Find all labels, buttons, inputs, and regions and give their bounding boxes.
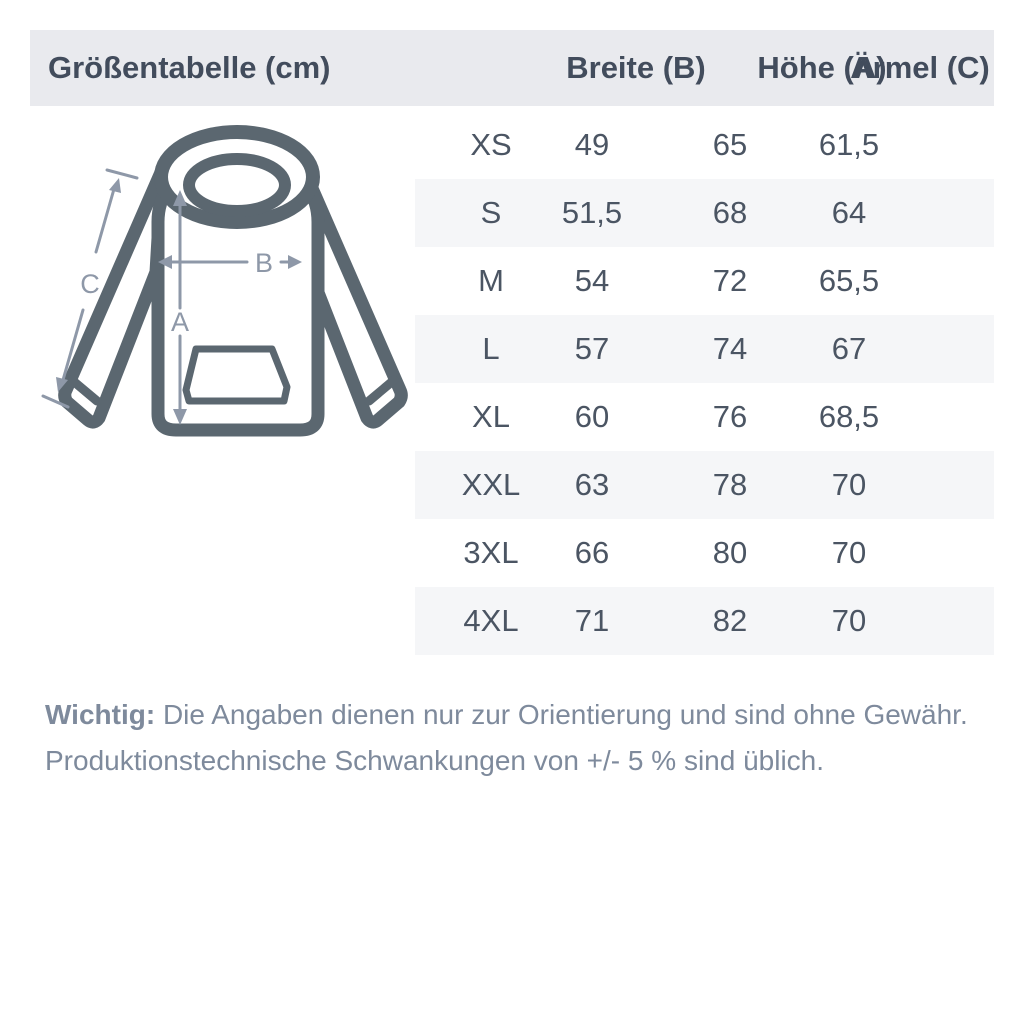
aermel-cell: 70 xyxy=(831,467,867,502)
size-cell: L xyxy=(482,331,500,366)
aermel-cell: 68,5 xyxy=(818,399,880,434)
table-row-xxl xyxy=(415,451,994,519)
table-row-m xyxy=(415,247,994,315)
hoehe-cell: 68 xyxy=(712,195,748,230)
table-row-4xl xyxy=(415,587,994,655)
column-header-aermel: Ärmel (C) xyxy=(850,50,990,85)
table-row-l xyxy=(415,315,994,383)
breite-cell: 57 xyxy=(574,331,610,366)
aermel-cell: 70 xyxy=(831,535,867,570)
size-cell: XL xyxy=(472,399,510,434)
aermel-cell: 61,5 xyxy=(818,127,880,162)
breite-cell: 51,5 xyxy=(561,195,623,230)
disclaimer xyxy=(45,692,975,784)
hoodie-diagram-svg xyxy=(30,122,420,467)
aermel-cell: 65,5 xyxy=(818,263,880,298)
table-row-xl xyxy=(415,383,994,451)
hoehe-cell: 80 xyxy=(712,535,748,570)
page-title: Größentabelle (cm) xyxy=(48,50,331,85)
hoodie-pocket xyxy=(186,349,287,401)
size-cell: XXL xyxy=(461,467,521,502)
hoodie-outline xyxy=(65,132,402,430)
breite-cell: 60 xyxy=(574,399,610,434)
hoodie-measurement-diagram xyxy=(30,122,420,467)
size-cell: 3XL xyxy=(463,535,519,570)
table-row-xs xyxy=(415,111,994,179)
dimension-label-b: B xyxy=(254,248,274,278)
table-row-s xyxy=(415,179,994,247)
aermel-cell: 64 xyxy=(831,195,867,230)
hoehe-cell: 76 xyxy=(712,399,748,434)
breite-cell: 63 xyxy=(574,467,610,502)
dimension-label-c: C xyxy=(80,269,100,299)
hoehe-cell: 74 xyxy=(712,331,748,366)
size-cell: M xyxy=(478,263,504,298)
size-table xyxy=(415,111,994,655)
size-cell: XS xyxy=(470,127,512,162)
aermel-cell: 70 xyxy=(831,603,867,638)
hoehe-cell: 82 xyxy=(712,603,748,638)
breite-cell: 71 xyxy=(574,603,610,638)
disclaimer-label: Wichtig: xyxy=(45,699,156,730)
arrowhead-c-up xyxy=(109,178,121,193)
disclaimer-line2: Produktionstechnische Schwankungen von +/- 5 % sind üblich. xyxy=(45,745,825,776)
breite-cell: 66 xyxy=(574,535,610,570)
column-header-breite: Breite (B) xyxy=(566,50,706,85)
column-header-hoehe: Höhe (A) xyxy=(757,50,887,85)
size-cell: 4XL xyxy=(463,603,519,638)
hoehe-cell: 72 xyxy=(712,263,748,298)
dimension-label-a: A xyxy=(170,307,190,337)
disclaimer-line1: Die Angaben dienen nur zur Orientierung und sind ohne Gewähr. xyxy=(162,699,968,730)
breite-cell: 54 xyxy=(574,263,610,298)
breite-cell: 49 xyxy=(574,127,610,162)
aermel-cell: 67 xyxy=(831,331,867,366)
table-row-3xl xyxy=(415,519,994,587)
table-header xyxy=(30,30,994,106)
hoehe-cell: 65 xyxy=(712,127,748,162)
size-cell: S xyxy=(480,195,502,230)
hoodie-hood-inner xyxy=(189,159,285,211)
dimension-tick-shoulder xyxy=(107,170,137,178)
hoehe-cell: 78 xyxy=(712,467,748,502)
